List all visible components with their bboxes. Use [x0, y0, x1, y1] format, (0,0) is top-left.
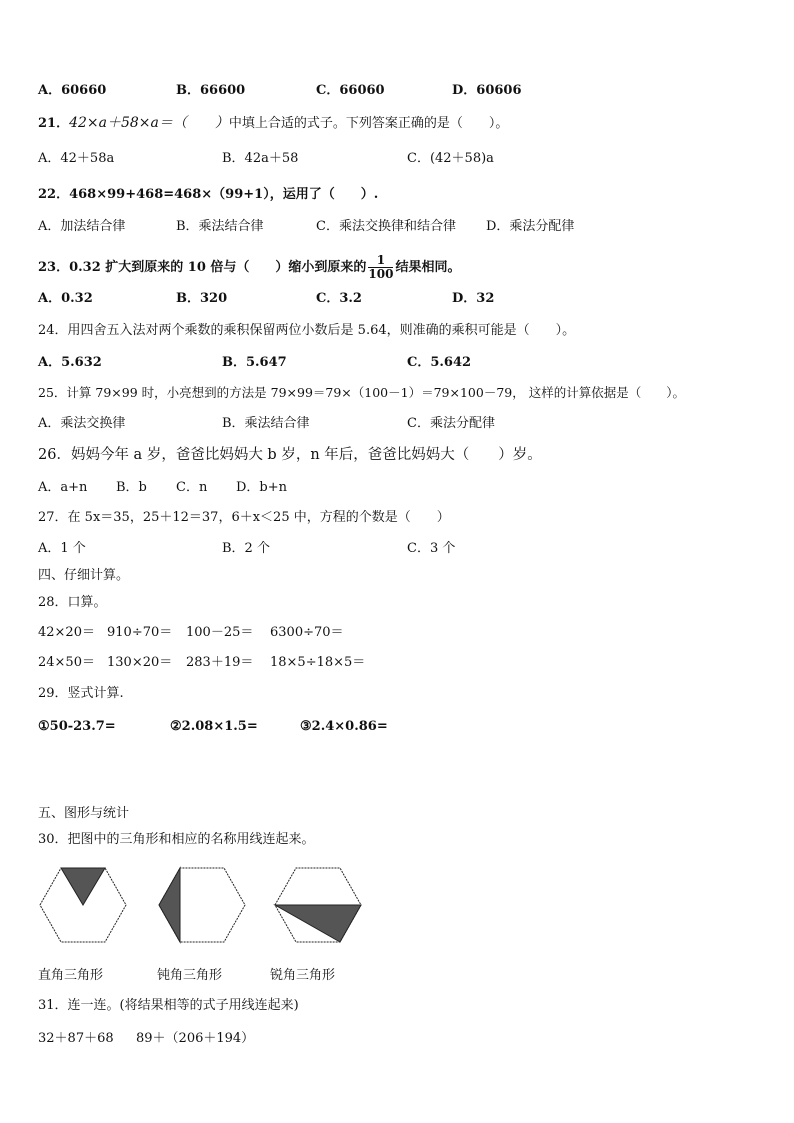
q27-question: 27．在 5x＝35，25＋12＝37，6＋x＜25 中，方程的个数是（ ）: [38, 510, 450, 525]
q29-item-1[interactable]: ①50-23.7=: [38, 719, 116, 734]
q21-question: [38, 114, 508, 133]
q20-option-a[interactable]: A．60660: [38, 83, 107, 98]
q26-option-c[interactable]: C．n: [176, 480, 208, 495]
q23-option-a[interactable]: A．0.32: [38, 291, 93, 306]
q20-option-d[interactable]: D．60606: [452, 83, 522, 98]
label-acute-triangle[interactable]: 锐角三角形: [270, 968, 336, 983]
q23-text-before: 23．0.32 扩大到原来的 10 倍与（ ）缩小到原来的: [38, 260, 367, 275]
q25-option-a[interactable]: A．乘法交换律: [38, 416, 126, 431]
q26-question: 26．妈妈今年 a 岁，爸爸比妈妈大 b 岁，n 年后，爸爸比妈妈大（ ）岁。: [38, 447, 542, 463]
q22-option-c[interactable]: C．乘法交换律和结合律: [316, 219, 456, 234]
q25-question: 25．计算 79×99 时，小亮想到的方法是 79×99＝79×（100－1）＝79×100－79， 这样的计算依据是（ ）。: [38, 385, 685, 400]
q23-option-c[interactable]: C．3.2: [316, 291, 362, 306]
q26-option-b[interactable]: B．b: [116, 480, 147, 495]
q23-question: [38, 254, 461, 281]
q28-row1-item-1[interactable]: 42×20＝: [38, 625, 95, 640]
q28-row1-item-2[interactable]: 910÷70＝: [107, 625, 173, 640]
label-obtuse-triangle[interactable]: 钝角三角形: [157, 968, 223, 983]
q28-row2-item-1[interactable]: 24×50＝: [38, 655, 95, 670]
q23-fraction: [368, 254, 393, 281]
q31-question: 31．连一连。(将结果相等的式子用线连起来): [38, 998, 299, 1013]
q26-option-a[interactable]: A．a+n: [38, 480, 88, 495]
q21-option-a[interactable]: A．42＋58a: [38, 151, 115, 166]
q28-row2-item-4[interactable]: 18×5÷18×5＝: [270, 655, 366, 670]
q28-question: 28．口算。: [38, 595, 107, 610]
q22-option-d[interactable]: D．乘法分配律: [486, 219, 575, 234]
q27-option-b[interactable]: B．2 个: [222, 541, 270, 556]
q23-fraction-denominator: 100: [368, 267, 394, 281]
q27-option-c[interactable]: C．3 个: [407, 541, 456, 556]
q20-option-b[interactable]: B．66600: [176, 83, 246, 98]
q22-option-b[interactable]: B．乘法结合律: [176, 219, 264, 234]
shaded-acute-triangle: [275, 905, 361, 942]
q28-row1-item-4[interactable]: 6300÷70＝: [270, 625, 344, 640]
q29-item-2[interactable]: ②2.08×1.5=: [170, 719, 258, 734]
q29-question: 29．竖式计算.: [38, 686, 124, 701]
q21-option-c[interactable]: C．(42＋58)a: [407, 151, 494, 166]
q21-expression: 42×a＋58×a＝（ ）: [69, 115, 229, 131]
q23-text-after: 结果相同。: [395, 260, 461, 275]
q31-expression-1[interactable]: 32＋87＋68: [38, 1031, 114, 1046]
hexagon-obtuse-triangle-figure[interactable]: [157, 866, 247, 944]
q28-row2-item-3[interactable]: 283＋19＝: [186, 655, 254, 670]
q31-expression-2[interactable]: 89＋（206＋194）: [136, 1031, 255, 1046]
hexagon-right-triangle-figure[interactable]: [38, 866, 128, 944]
q23-fraction-numerator: 1: [368, 254, 393, 268]
q22-question: 22．468×99+468=468×（99+1），运用了（ ）.: [38, 187, 379, 202]
q26-option-d[interactable]: D．b+n: [236, 480, 288, 495]
q22-option-a[interactable]: A．加法结合律: [38, 219, 126, 234]
q28-row2-item-2[interactable]: 130×20＝: [107, 655, 173, 670]
q25-option-b[interactable]: B．乘法结合律: [222, 416, 310, 431]
q24-option-b[interactable]: B．5.647: [222, 355, 287, 370]
q24-question: 24．用四舍五入法对两个乘数的乘积保留两位小数后是 5.64，则准确的乘积可能是（ ）。: [38, 323, 576, 338]
shaded-right-triangle: [61, 868, 105, 905]
q28-row1-item-3[interactable]: 100－25＝: [186, 625, 254, 640]
q24-option-c[interactable]: C．5.642: [407, 355, 472, 370]
q27-option-a[interactable]: A．1 个: [38, 541, 86, 556]
hexagon-acute-triangle-figure[interactable]: [273, 866, 363, 944]
q23-option-d[interactable]: D．32: [452, 291, 495, 306]
q20-option-c[interactable]: C．66060: [316, 83, 385, 98]
section-5-heading: 五、图形与统计: [38, 806, 130, 821]
shaded-obtuse-triangle: [159, 868, 180, 942]
q23-option-b[interactable]: B．320: [176, 291, 228, 306]
q21-option-b[interactable]: B．42a＋58: [222, 151, 299, 166]
q21-number: 21．: [38, 116, 70, 131]
q25-option-c[interactable]: C．乘法分配律: [407, 416, 495, 431]
label-right-triangle[interactable]: 直角三角形: [38, 968, 104, 983]
q24-option-a[interactable]: A．5.632: [38, 355, 102, 370]
q21-text: 中填上合适的式子。下列答案正确的是（ ）。: [228, 116, 509, 131]
q29-item-3[interactable]: ③2.4×0.86=: [300, 719, 388, 734]
section-4-heading: 四、仔细计算。: [38, 568, 130, 583]
q30-question: 30．把图中的三角形和相应的名称用线连起来。: [38, 832, 315, 847]
